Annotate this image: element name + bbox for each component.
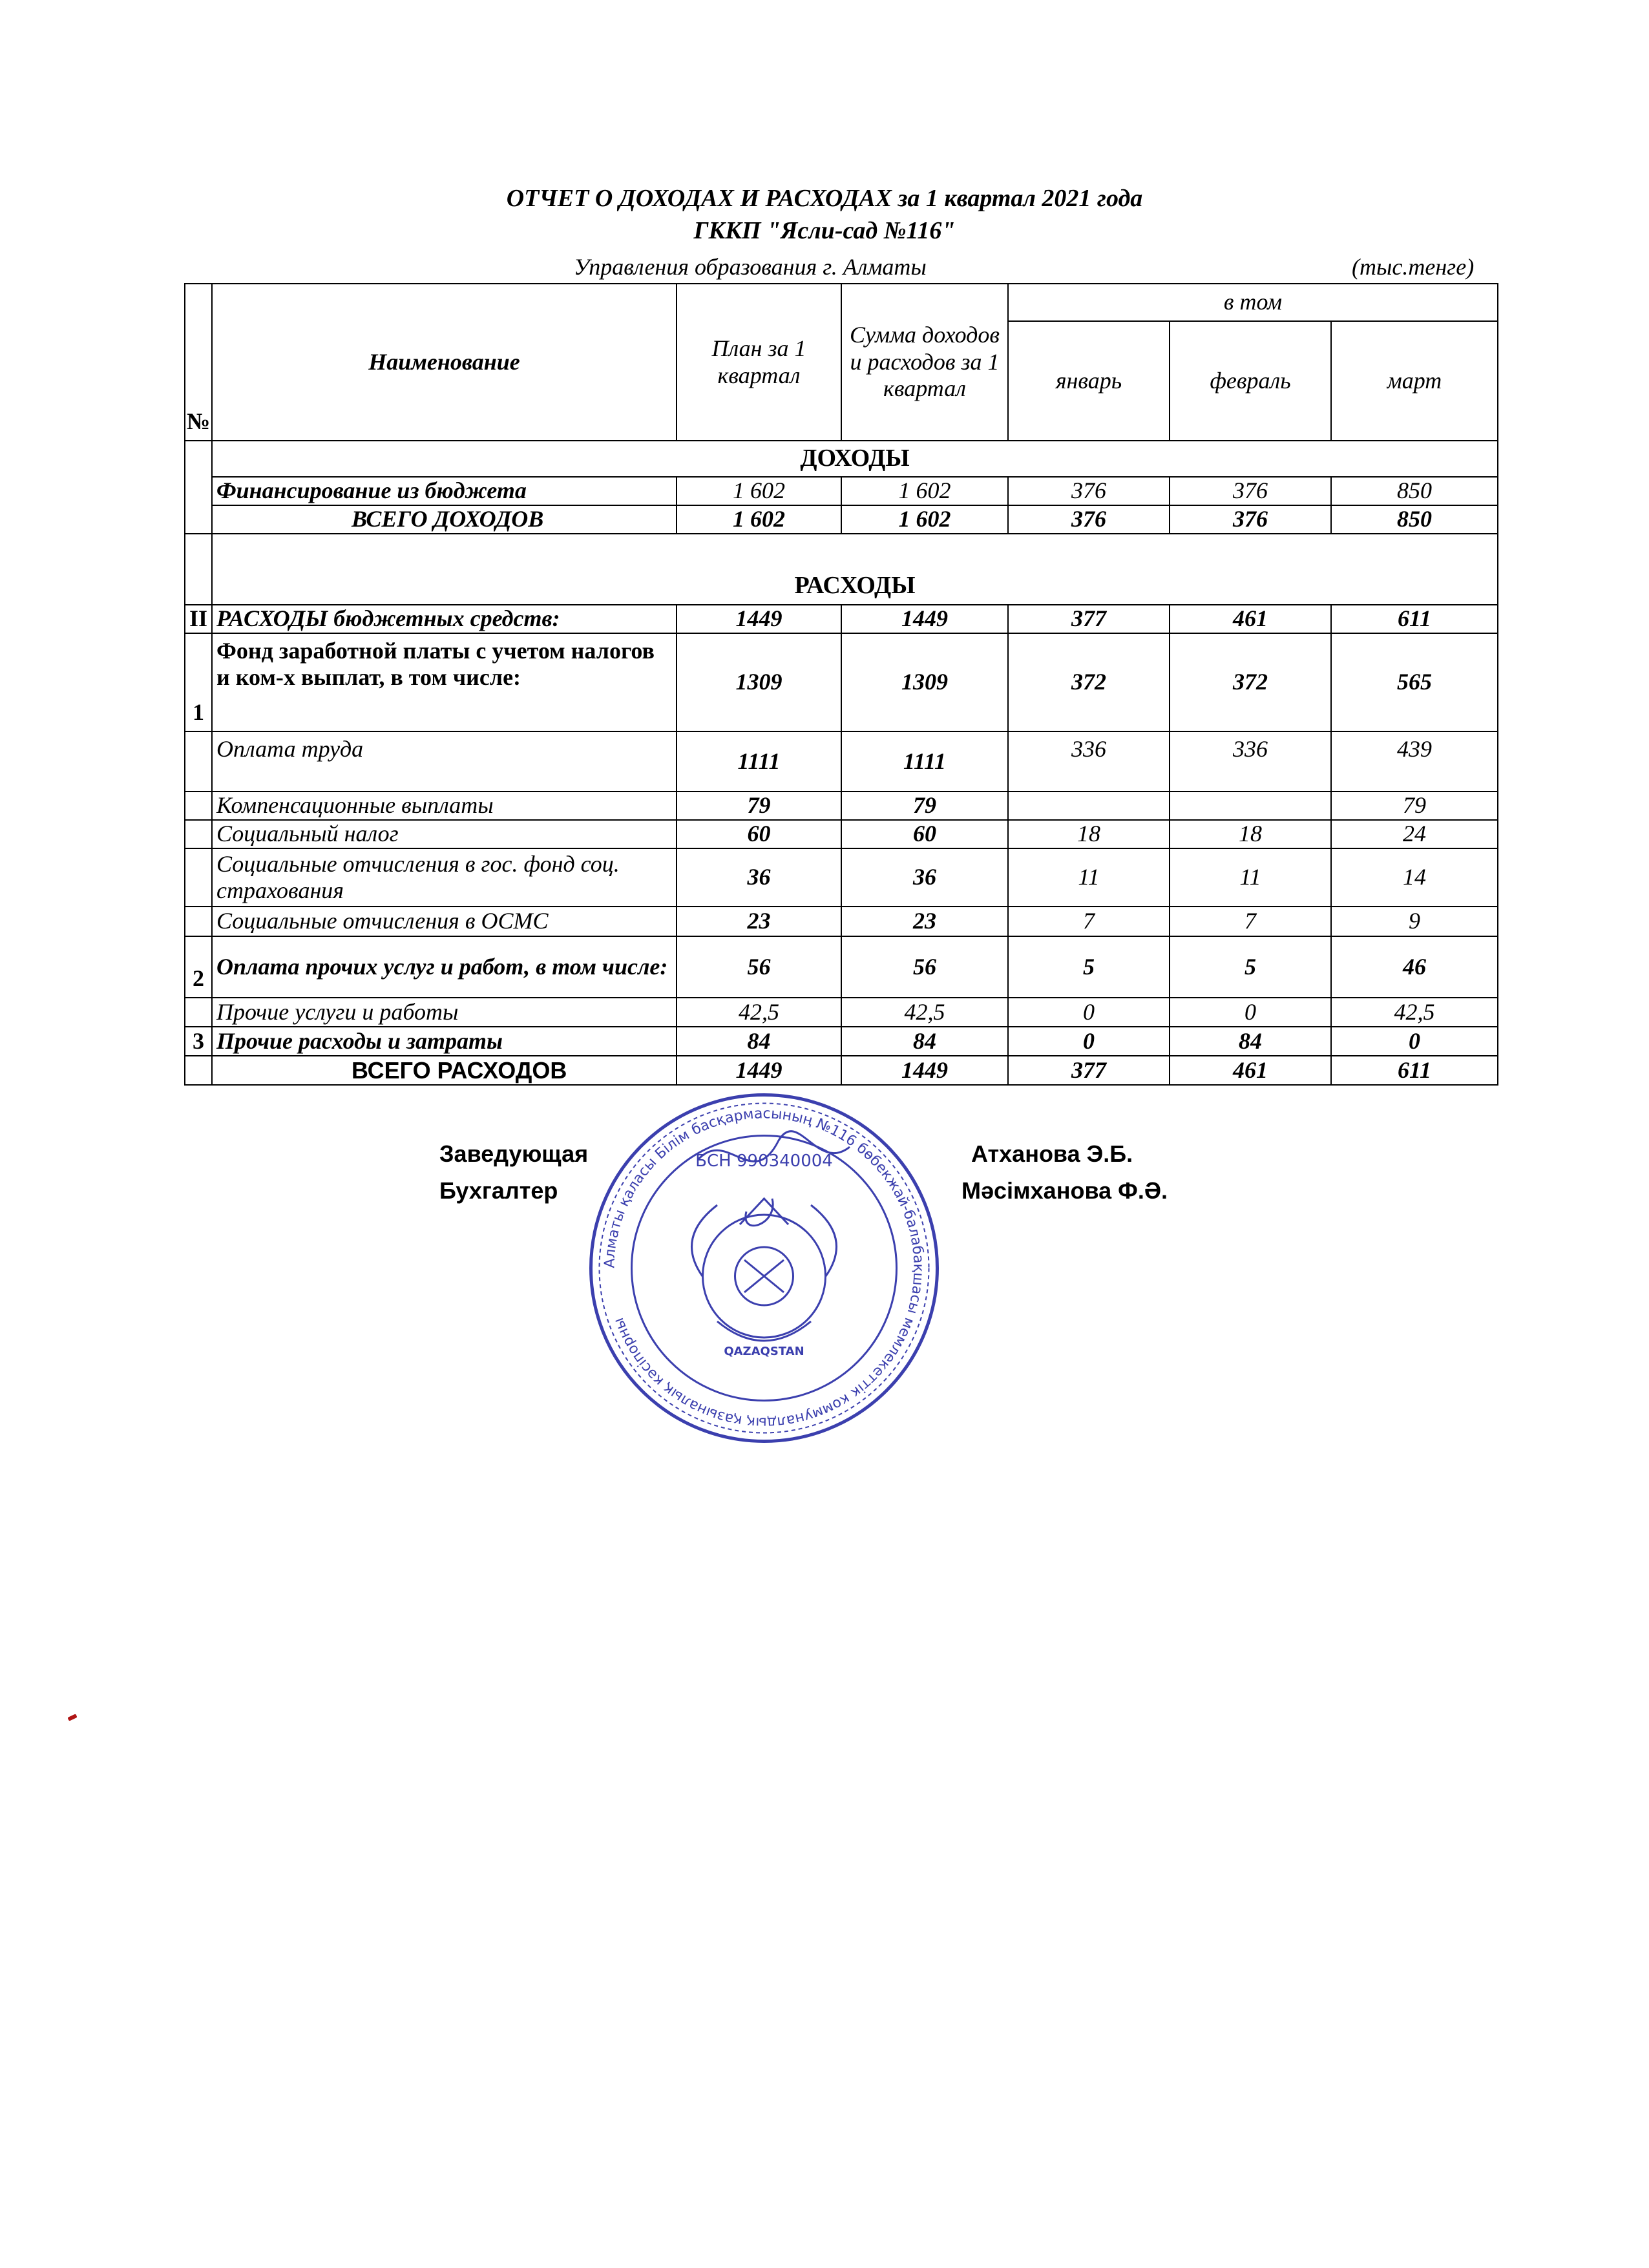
row-mar: 42,5 bbox=[1331, 998, 1498, 1027]
empty-cell bbox=[185, 907, 212, 936]
row-mar: 850 bbox=[1331, 505, 1498, 534]
row-sum: 42,5 bbox=[841, 998, 1008, 1027]
empty-cell bbox=[185, 998, 212, 1027]
section-row-income bbox=[185, 441, 1498, 477]
row-feb: 461 bbox=[1170, 605, 1331, 633]
row-jan: 377 bbox=[1008, 605, 1170, 633]
row-jan: 376 bbox=[1008, 477, 1170, 505]
table-row bbox=[185, 936, 1498, 998]
stamp-ring-text: Алматы қаласы Білім басқармасының №116 бөбекжай-балабақшасы мемлекеттік коммуналдық қазыналық кәсіпорны bbox=[602, 1106, 927, 1431]
row-sum: 1449 bbox=[841, 605, 1008, 633]
row-name: Социальный налог bbox=[212, 820, 677, 848]
row-plan: 56 bbox=[677, 936, 841, 998]
row-feb bbox=[1170, 792, 1331, 820]
row-plan: 23 bbox=[677, 907, 841, 936]
table-row bbox=[185, 1027, 1498, 1056]
row-jan bbox=[1008, 792, 1170, 820]
table-row bbox=[185, 820, 1498, 848]
table-row bbox=[185, 477, 1498, 505]
table-row bbox=[185, 792, 1498, 820]
empty-cell bbox=[185, 534, 212, 605]
row-sum: 60 bbox=[841, 820, 1008, 848]
empty-cell bbox=[185, 820, 212, 848]
row-sum: 1 602 bbox=[841, 505, 1008, 534]
row-mar: 24 bbox=[1331, 820, 1498, 848]
row-feb: 5 bbox=[1170, 936, 1331, 998]
row-mar: 611 bbox=[1331, 1056, 1498, 1085]
signature-name-accountant: Мәсімханова Ф.Ә. bbox=[961, 1177, 1168, 1204]
row-feb: 0 bbox=[1170, 998, 1331, 1027]
header-sum: Сумма доходов и расходов за 1 квартал bbox=[841, 284, 1008, 441]
table-row bbox=[185, 605, 1498, 633]
row-name: Финансирование из бюджета bbox=[212, 477, 677, 505]
row-plan: 1 602 bbox=[677, 505, 841, 534]
table-row bbox=[185, 731, 1498, 792]
section-row-expense bbox=[185, 534, 1498, 605]
row-sum: 1111 bbox=[841, 731, 1008, 792]
row-plan: 42,5 bbox=[677, 998, 841, 1027]
row-feb: 372 bbox=[1170, 633, 1331, 731]
table-row bbox=[185, 633, 1498, 731]
handwritten-signature bbox=[698, 1131, 850, 1226]
row-name: РАСХОДЫ бюджетных средств: bbox=[212, 605, 677, 633]
row-plan: 1111 bbox=[677, 731, 841, 792]
row-plan: 1309 bbox=[677, 633, 841, 731]
row-feb: 84 bbox=[1170, 1027, 1331, 1056]
units-label: (тыс.тенге) bbox=[1352, 254, 1475, 280]
empty-cell bbox=[185, 792, 212, 820]
row-name: Оплата прочих услуг и работ, в том числе: bbox=[212, 936, 677, 998]
row-name: Прочие расходы и затраты bbox=[212, 1027, 677, 1056]
row-feb: 7 bbox=[1170, 907, 1331, 936]
row-feb: 376 bbox=[1170, 505, 1331, 534]
row-jan: 336 bbox=[1008, 731, 1170, 792]
row-feb: 11 bbox=[1170, 848, 1331, 907]
row-sum: 1 602 bbox=[841, 477, 1008, 505]
signature-name-head: Атханова Э.Б. bbox=[971, 1140, 1133, 1167]
row-sum: 84 bbox=[841, 1027, 1008, 1056]
empty-cell bbox=[185, 441, 212, 534]
empty-cell bbox=[185, 731, 212, 792]
header-in-group: в том bbox=[1008, 284, 1498, 321]
row-plan: 1 602 bbox=[677, 477, 841, 505]
report-title: ОТЧЕТ О ДОХОДАХ И РАСХОДАХ за 1 квартал 2021 года bbox=[506, 185, 1143, 212]
row-mar: 9 bbox=[1331, 907, 1498, 936]
row-jan: 0 bbox=[1008, 1027, 1170, 1056]
row-mar: 46 bbox=[1331, 936, 1498, 998]
row-jan: 0 bbox=[1008, 998, 1170, 1027]
header-jan: январь bbox=[1008, 321, 1170, 441]
header-name: Наименование bbox=[212, 284, 677, 441]
row-name: ВСЕГО РАСХОДОВ bbox=[212, 1056, 677, 1085]
row-plan: 84 bbox=[677, 1027, 841, 1056]
row-num: II bbox=[185, 605, 212, 633]
row-mar: 611 bbox=[1331, 605, 1498, 633]
empty-cell bbox=[185, 848, 212, 907]
row-jan: 5 bbox=[1008, 936, 1170, 998]
row-sum: 56 bbox=[841, 936, 1008, 998]
table-row bbox=[185, 998, 1498, 1027]
table-row bbox=[185, 907, 1498, 936]
row-mar: 439 bbox=[1331, 731, 1498, 792]
stamp-emblem-label: QAZAQSTAN bbox=[724, 1345, 804, 1358]
signature-role-head: Заведующая bbox=[439, 1140, 589, 1167]
red-mark bbox=[67, 1714, 77, 1721]
department-subtitle: Управления образования г. Алматы bbox=[574, 254, 927, 280]
row-name: Оплата труда bbox=[212, 731, 677, 792]
row-sum: 23 bbox=[841, 907, 1008, 936]
row-plan: 36 bbox=[677, 848, 841, 907]
row-mar: 14 bbox=[1331, 848, 1498, 907]
row-mar: 0 bbox=[1331, 1027, 1498, 1056]
row-num: 1 bbox=[185, 633, 212, 731]
row-jan: 376 bbox=[1008, 505, 1170, 534]
row-name: ВСЕГО ДОХОДОВ bbox=[212, 505, 677, 534]
section-title-expense: РАСХОДЫ bbox=[212, 534, 1498, 605]
row-plan: 1449 bbox=[677, 605, 841, 633]
row-sum: 1449 bbox=[841, 1056, 1008, 1085]
row-feb: 18 bbox=[1170, 820, 1331, 848]
row-mar: 850 bbox=[1331, 477, 1498, 505]
header-mar: март bbox=[1331, 321, 1498, 441]
stamp-inner-ring bbox=[632, 1136, 897, 1401]
table-row bbox=[185, 505, 1498, 534]
row-name: Социальные отчисления в ОСМС bbox=[212, 907, 677, 936]
header-row-1 bbox=[185, 284, 1498, 321]
header-num: № bbox=[185, 284, 212, 441]
header-plan: План за 1 квартал bbox=[677, 284, 841, 441]
empty-cell bbox=[185, 1056, 212, 1085]
row-mar: 79 bbox=[1331, 792, 1498, 820]
row-num: 2 bbox=[185, 936, 212, 998]
official-stamp bbox=[585, 1089, 943, 1447]
row-feb: 461 bbox=[1170, 1056, 1331, 1085]
row-feb: 376 bbox=[1170, 477, 1331, 505]
row-jan: 11 bbox=[1008, 848, 1170, 907]
row-num: 3 bbox=[185, 1027, 212, 1056]
row-jan: 7 bbox=[1008, 907, 1170, 936]
emblem-icon bbox=[692, 1199, 837, 1341]
row-jan: 372 bbox=[1008, 633, 1170, 731]
stamp-bin: БСН 990340004 bbox=[695, 1151, 833, 1171]
header-feb: февраль bbox=[1170, 321, 1331, 441]
stamp-outer-ring bbox=[591, 1095, 938, 1442]
row-name: Прочие услуги и работы bbox=[212, 998, 677, 1027]
signature-role-accountant: Бухгалтер bbox=[439, 1177, 558, 1204]
row-plan: 60 bbox=[677, 820, 841, 848]
row-plan: 1449 bbox=[677, 1056, 841, 1085]
table-row bbox=[185, 848, 1498, 907]
row-plan: 79 bbox=[677, 792, 841, 820]
organization-title: ГККП "Ясли-сад №116" bbox=[693, 217, 956, 244]
row-name: Компенсационные выплаты bbox=[212, 792, 677, 820]
row-jan: 377 bbox=[1008, 1056, 1170, 1085]
row-sum: 1309 bbox=[841, 633, 1008, 731]
section-title-income: ДОХОДЫ bbox=[212, 441, 1498, 477]
row-feb: 336 bbox=[1170, 731, 1331, 792]
row-sum: 79 bbox=[841, 792, 1008, 820]
row-mar: 565 bbox=[1331, 633, 1498, 731]
income-expense-table bbox=[184, 283, 1498, 1086]
row-name: Социальные отчисления в гос. фонд соц. страхования bbox=[212, 848, 677, 907]
row-name: Фонд заработной платы с учетом налогов и ком-х выплат, в том числе: bbox=[212, 633, 677, 731]
table-row bbox=[185, 1056, 1498, 1085]
row-jan: 18 bbox=[1008, 820, 1170, 848]
row-sum: 36 bbox=[841, 848, 1008, 907]
